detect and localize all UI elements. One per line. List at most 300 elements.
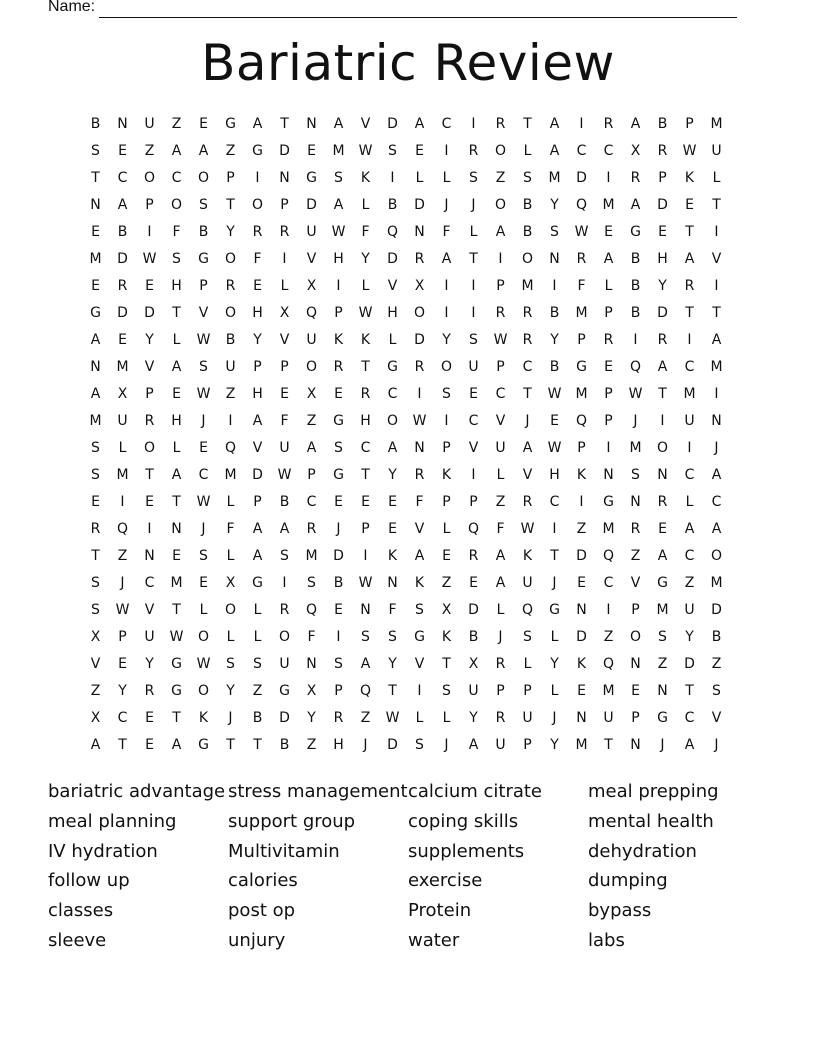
- grid-letter: L: [199, 602, 208, 618]
- grid-letter: S: [91, 440, 100, 456]
- grid-letter: L: [523, 143, 532, 159]
- grid-letter: D: [144, 305, 155, 321]
- grid-letter: X: [468, 656, 479, 672]
- grid-letter: V: [711, 710, 722, 726]
- word-list-item: meal planning: [48, 810, 177, 832]
- grid-letter: S: [91, 602, 100, 618]
- grid-letter: O: [521, 251, 534, 267]
- grid-letter: Q: [305, 602, 318, 618]
- grid-letter: O: [305, 359, 318, 375]
- grid-letter: R: [522, 494, 533, 510]
- grid-letter: Q: [602, 548, 615, 564]
- grid-letter: A: [549, 116, 560, 132]
- grid-letter: E: [91, 278, 100, 294]
- grid-letter: D: [576, 629, 587, 645]
- grid-letter: U: [468, 683, 479, 699]
- grid-letter: T: [388, 683, 397, 699]
- grid-letter: E: [577, 575, 586, 591]
- name-label: Name:: [48, 0, 96, 15]
- grid-letter: A: [252, 521, 263, 537]
- grid-letter: M: [575, 386, 588, 402]
- grid-letter: T: [685, 224, 694, 240]
- grid-letter: U: [603, 710, 614, 726]
- grid-letter: A: [603, 251, 614, 267]
- grid-letter: Z: [225, 386, 236, 402]
- grid-letter: O: [197, 683, 210, 699]
- grid-letter: A: [711, 521, 722, 537]
- grid-letter: C: [684, 548, 695, 564]
- grid-letter: Q: [575, 197, 588, 213]
- grid-letter: L: [172, 332, 181, 348]
- grid-letter: M: [89, 413, 102, 429]
- grid-letter: O: [656, 440, 669, 456]
- grid-letter: N: [414, 440, 425, 456]
- grid-letter: W: [196, 386, 211, 402]
- grid-letter: T: [280, 116, 289, 132]
- grid-letter: M: [656, 602, 669, 618]
- grid-letter: G: [333, 413, 344, 429]
- grid-letter: G: [90, 305, 101, 321]
- grid-letter: I: [606, 602, 611, 618]
- grid-letter: X: [225, 575, 236, 591]
- grid-letter: Y: [307, 710, 316, 726]
- grid-letter: S: [199, 548, 208, 564]
- grid-letter: K: [441, 467, 452, 483]
- grid-letter: E: [199, 575, 208, 591]
- grid-letter: R: [495, 656, 506, 672]
- grid-row: [82, 219, 730, 246]
- grid-letter: E: [172, 386, 181, 402]
- grid-letter: Z: [576, 521, 587, 537]
- grid-letter: A: [657, 359, 668, 375]
- grid-letter: R: [657, 332, 668, 348]
- grid-letter: S: [469, 332, 478, 348]
- grid-letter: A: [252, 116, 263, 132]
- grid-letter: M: [224, 467, 237, 483]
- grid-letter: Y: [145, 332, 154, 348]
- grid-letter: M: [116, 467, 129, 483]
- grid-letter: J: [201, 521, 206, 537]
- grid-letter: J: [201, 413, 206, 429]
- grid-letter: I: [687, 440, 692, 456]
- grid-letter: A: [495, 548, 506, 564]
- grid-letter: L: [550, 683, 559, 699]
- grid-letter: E: [334, 386, 343, 402]
- grid-letter: A: [522, 440, 533, 456]
- grid-letter: U: [279, 656, 290, 672]
- grid-letter: Y: [388, 656, 397, 672]
- word-list-item: supplements: [408, 840, 525, 862]
- word-list-item: sleeve: [48, 929, 107, 951]
- grid-letter: W: [331, 224, 346, 240]
- grid-letter: T: [145, 467, 154, 483]
- grid-letter: A: [171, 143, 182, 159]
- grid-letter: K: [576, 656, 587, 672]
- grid-row: [82, 300, 730, 327]
- grid-letter: C: [684, 710, 695, 726]
- grid-letter: F: [442, 224, 451, 240]
- grid-letter: Y: [361, 251, 370, 267]
- grid-letter: R: [495, 305, 506, 321]
- word-list-item: classes: [48, 900, 114, 922]
- word-list-item: unjury: [228, 929, 286, 951]
- grid-letter: S: [550, 224, 559, 240]
- word-list-item: dumping: [588, 870, 668, 892]
- word-search-grid: [82, 111, 730, 759]
- grid-letter: L: [280, 278, 289, 294]
- grid-letter: W: [277, 467, 292, 483]
- grid-letter: V: [198, 305, 209, 321]
- grid-letter: P: [685, 116, 694, 132]
- grid-letter: W: [520, 521, 535, 537]
- grid-letter: Y: [118, 683, 127, 699]
- grid-letter: P: [604, 386, 613, 402]
- grid-letter: A: [630, 116, 641, 132]
- grid-letter: U: [684, 602, 695, 618]
- grid-row: [82, 327, 730, 354]
- grid-letter: S: [253, 656, 262, 672]
- grid-letter: A: [90, 332, 101, 348]
- grid-letter: D: [576, 170, 587, 186]
- grid-letter: S: [631, 467, 640, 483]
- grid-letter: B: [387, 197, 398, 213]
- grid-letter: S: [658, 629, 667, 645]
- grid-letter: N: [657, 683, 668, 699]
- grid-letter: A: [549, 143, 560, 159]
- grid-letter: M: [602, 521, 615, 537]
- grid-letter: I: [363, 548, 368, 564]
- grid-letter: U: [522, 575, 533, 591]
- grid-letter: N: [630, 737, 641, 753]
- grid-letter: R: [333, 359, 344, 375]
- grid-letter: I: [282, 575, 287, 591]
- grid-row: [82, 570, 730, 597]
- grid-letter: W: [358, 575, 373, 591]
- grid-letter: D: [252, 467, 263, 483]
- grid-letter: I: [444, 305, 449, 321]
- grid-letter: V: [414, 656, 425, 672]
- grid-letter: T: [442, 656, 451, 672]
- grid-letter: Y: [226, 224, 235, 240]
- grid-letter: B: [225, 332, 236, 348]
- grid-letter: R: [468, 143, 479, 159]
- grid-letter: H: [171, 278, 182, 294]
- grid-letter: R: [657, 143, 668, 159]
- grid-letter: T: [469, 251, 478, 267]
- grid-letter: T: [712, 305, 721, 321]
- grid-letter: T: [118, 737, 127, 753]
- grid-letter: Y: [469, 710, 478, 726]
- grid-letter: P: [469, 494, 478, 510]
- grid-letter: H: [171, 413, 182, 429]
- grid-letter: N: [90, 197, 101, 213]
- grid-letter: W: [493, 332, 508, 348]
- grid-letter: Q: [116, 521, 129, 537]
- grid-letter: L: [442, 521, 451, 537]
- grid-letter: I: [147, 224, 152, 240]
- grid-letter: V: [630, 575, 641, 591]
- grid-letter: Z: [360, 710, 371, 726]
- grid-letter: I: [633, 332, 638, 348]
- grid-letter: K: [198, 710, 209, 726]
- grid-letter: Z: [306, 737, 317, 753]
- grid-letter: N: [603, 467, 614, 483]
- grid-letter: J: [444, 197, 449, 213]
- grid-letter: S: [280, 548, 289, 564]
- grid-letter: T: [604, 737, 613, 753]
- grid-letter: R: [468, 548, 479, 564]
- grid-letter: M: [170, 575, 183, 591]
- grid-letter: U: [468, 359, 479, 375]
- grid-letter: B: [198, 224, 209, 240]
- grid-letter: W: [574, 224, 589, 240]
- grid-letter: Q: [602, 656, 615, 672]
- grid-letter: I: [714, 278, 719, 294]
- grid-letter: R: [522, 305, 533, 321]
- grid-letter: H: [333, 251, 344, 267]
- grid-letter: E: [442, 548, 451, 564]
- grid-letter: W: [196, 656, 211, 672]
- grid-row: [82, 111, 730, 138]
- grid-letter: R: [225, 278, 236, 294]
- grid-letter: T: [523, 116, 532, 132]
- grid-letter: K: [360, 332, 371, 348]
- grid-letter: J: [444, 737, 449, 753]
- grid-letter: R: [630, 170, 641, 186]
- grid-letter: C: [360, 440, 371, 456]
- grid-letter: N: [630, 494, 641, 510]
- grid-letter: C: [387, 386, 398, 402]
- grid-letter: C: [684, 467, 695, 483]
- word-list-item: follow up: [48, 870, 130, 892]
- grid-letter: C: [576, 143, 587, 159]
- grid-letter: W: [412, 413, 427, 429]
- word-list-item: calcium citrate: [408, 781, 543, 802]
- grid-letter: S: [199, 359, 208, 375]
- grid-letter: U: [711, 143, 722, 159]
- grid-letter: L: [226, 494, 235, 510]
- grid-letter: Z: [90, 683, 101, 699]
- grid-letter: F: [226, 521, 235, 537]
- grid-letter: U: [495, 737, 506, 753]
- grid-letter: C: [441, 116, 452, 132]
- grid-letter: Z: [684, 575, 695, 591]
- grid-letter: U: [279, 440, 290, 456]
- grid-letter: R: [684, 278, 695, 294]
- grid-letter: A: [171, 359, 182, 375]
- grid-letter: T: [361, 467, 370, 483]
- grid-letter: E: [253, 278, 262, 294]
- grid-letter: A: [252, 548, 263, 564]
- grid-letter: N: [171, 521, 182, 537]
- grid-letter: P: [631, 710, 640, 726]
- grid-letter: G: [198, 737, 209, 753]
- grid-letter: E: [91, 494, 100, 510]
- grid-letter: K: [387, 548, 398, 564]
- grid-letter: A: [495, 224, 506, 240]
- grid-letter: F: [496, 521, 505, 537]
- grid-letter: P: [307, 467, 316, 483]
- grid-letter: Y: [550, 656, 559, 672]
- grid-letter: A: [657, 548, 668, 564]
- grid-letter: I: [579, 494, 584, 510]
- word-list-item: exercise: [408, 870, 483, 892]
- grid-letter: Q: [521, 602, 534, 618]
- grid-letter: R: [603, 332, 614, 348]
- grid-letter: E: [658, 224, 667, 240]
- grid-letter: T: [226, 197, 235, 213]
- grid-row: [82, 489, 730, 516]
- grid-letter: K: [684, 170, 695, 186]
- grid-letter: Y: [550, 737, 559, 753]
- grid-letter: M: [710, 575, 723, 591]
- grid-letter: E: [118, 656, 127, 672]
- word-list-item: labs: [588, 929, 625, 951]
- grid-letter: S: [442, 683, 451, 699]
- grid-letter: I: [498, 251, 503, 267]
- grid-letter: P: [334, 683, 343, 699]
- grid-row: [82, 516, 730, 543]
- grid-letter: S: [226, 656, 235, 672]
- grid-letter: M: [629, 440, 642, 456]
- grid-letter: Y: [685, 629, 694, 645]
- grid-letter: P: [523, 737, 532, 753]
- word-list-item: support group: [228, 810, 356, 832]
- grid-letter: W: [115, 602, 130, 618]
- grid-letter: I: [444, 413, 449, 429]
- grid-letter: R: [414, 359, 425, 375]
- grid-letter: X: [414, 278, 425, 294]
- grid-letter: S: [361, 629, 370, 645]
- grid-letter: L: [118, 440, 127, 456]
- grid-letter: S: [523, 170, 532, 186]
- word-list: [48, 778, 768, 957]
- word-list-item: calories: [228, 870, 298, 892]
- grid-letter: P: [577, 332, 586, 348]
- grid-letter: Z: [441, 575, 452, 591]
- grid-letter: E: [388, 521, 397, 537]
- grid-letter: C: [144, 575, 155, 591]
- grid-letter: A: [711, 332, 722, 348]
- grid-letter: S: [307, 575, 316, 591]
- grid-letter: I: [714, 224, 719, 240]
- grid-letter: E: [91, 224, 100, 240]
- grid-letter: Z: [711, 656, 722, 672]
- grid-letter: G: [414, 629, 425, 645]
- grid-letter: M: [602, 197, 615, 213]
- grid-letter: D: [576, 548, 587, 564]
- grid-letter: P: [361, 521, 370, 537]
- grid-letter: I: [552, 521, 557, 537]
- grid-letter: V: [144, 602, 155, 618]
- grid-letter: Z: [630, 548, 641, 564]
- grid-letter: W: [169, 629, 184, 645]
- grid-letter: J: [714, 737, 719, 753]
- grid-letter: R: [252, 224, 263, 240]
- grid-letter: Y: [550, 197, 559, 213]
- grid-letter: V: [387, 278, 398, 294]
- grid-letter: N: [117, 116, 128, 132]
- grid-letter: T: [361, 359, 370, 375]
- grid-letter: N: [414, 224, 425, 240]
- grid-letter: I: [417, 683, 422, 699]
- grid-letter: B: [522, 197, 533, 213]
- grid-letter: N: [576, 602, 587, 618]
- grid-letter: F: [253, 251, 262, 267]
- grid-letter: S: [334, 656, 343, 672]
- grid-letter: T: [91, 548, 100, 564]
- grid-letter: Z: [117, 548, 128, 564]
- grid-letter: E: [145, 710, 154, 726]
- grid-letter: P: [496, 359, 505, 375]
- grid-letter: S: [334, 170, 343, 186]
- grid-letter: T: [550, 548, 559, 564]
- grid-letter: M: [710, 359, 723, 375]
- grid-letter: E: [604, 359, 613, 375]
- grid-letter: L: [172, 440, 181, 456]
- grid-letter: V: [252, 440, 263, 456]
- grid-letter: P: [604, 305, 613, 321]
- grid-letter: W: [142, 251, 157, 267]
- grid-letter: D: [279, 143, 290, 159]
- word-list-item: bypass: [588, 900, 652, 922]
- grid-letter: R: [630, 521, 641, 537]
- page-title: Bariatric Review: [201, 34, 615, 92]
- grid-letter: I: [471, 116, 476, 132]
- grid-letter: M: [89, 251, 102, 267]
- grid-letter: S: [712, 683, 721, 699]
- grid-letter: V: [144, 359, 155, 375]
- grid-letter: C: [549, 494, 560, 510]
- grid-letter: F: [577, 278, 586, 294]
- grid-letter: C: [711, 494, 722, 510]
- grid-letter: D: [684, 656, 695, 672]
- grid-letter: B: [279, 737, 290, 753]
- grid-letter: Y: [145, 656, 154, 672]
- grid-letter: R: [279, 224, 290, 240]
- grid-letter: D: [387, 737, 398, 753]
- grid-letter: E: [388, 494, 397, 510]
- grid-letter: B: [549, 359, 560, 375]
- grid-letter: O: [197, 629, 210, 645]
- grid-letter: P: [658, 170, 667, 186]
- grid-row: [82, 462, 730, 489]
- grid-letter: A: [198, 143, 209, 159]
- grid-letter: E: [199, 116, 208, 132]
- grid-letter: D: [414, 332, 425, 348]
- grid-letter: H: [252, 386, 263, 402]
- grid-letter: U: [495, 440, 506, 456]
- grid-letter: X: [441, 602, 452, 618]
- grid-row: [82, 381, 730, 408]
- grid-letter: F: [361, 224, 370, 240]
- grid-letter: S: [199, 197, 208, 213]
- grid-letter: I: [147, 521, 152, 537]
- grid-letter: A: [171, 737, 182, 753]
- grid-letter: I: [336, 629, 341, 645]
- grid-letter: N: [711, 413, 722, 429]
- grid-letter: P: [631, 602, 640, 618]
- grid-row: [82, 192, 730, 219]
- grid-letter: T: [685, 305, 694, 321]
- grid-letter: Y: [388, 467, 397, 483]
- grid-letter: I: [228, 413, 233, 429]
- grid-letter: S: [388, 143, 397, 159]
- grid-letter: R: [495, 710, 506, 726]
- grid-letter: D: [279, 710, 290, 726]
- grid-letter: M: [602, 683, 615, 699]
- grid-letter: T: [226, 737, 235, 753]
